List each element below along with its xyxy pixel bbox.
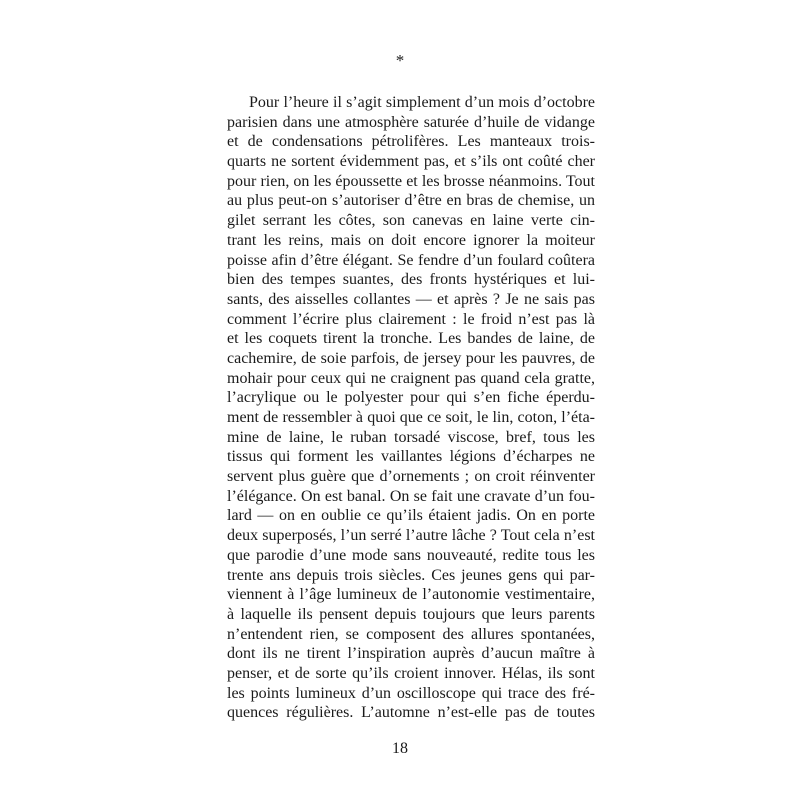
text-line: mohair pour ceux qui ne craignent pas quand cela gratte, — [227, 369, 595, 387]
text-line: comment l’écrire plus clairement : le froid n’est pas là — [227, 310, 595, 328]
body-paragraph — [227, 93, 595, 723]
text-line: sants, des aisselles collantes — et après ? Je ne sais pas — [227, 290, 595, 308]
text-line: trant les reins, mais on doit encore ignorer la moiteur — [227, 231, 595, 249]
text-line: parisien dans une atmosphère saturée d’huile de vidange — [227, 113, 595, 131]
text-line: pour rien, on les époussette et les brosse néanmoins. Tout — [227, 172, 595, 190]
text-line: penser, et de sorte qu’ils croient innover. Hélas, ils sont — [227, 664, 595, 682]
text-line: que parodie d’une mode sans nouveauté, redite tous les — [227, 546, 595, 564]
page-number: 18 — [392, 740, 408, 757]
text-line: quences régulières. L’automne n’est-elle pas de toutes — [227, 704, 595, 722]
text-line: lard — on en oublie ce qu’ils étaient jadis. On en porte — [227, 507, 595, 525]
text-line: à laquelle ils pensent depuis toujours que leurs parents — [227, 605, 595, 623]
text-line: servent plus guère que d’ornements ; on croit réinventer — [227, 468, 595, 486]
text-line: mine de laine, le ruban torsadé viscose, bref, tous les — [227, 428, 595, 446]
text-line: n’entendent rien, se composent des allures spontanées, — [227, 625, 595, 643]
section-break-asterisk: * — [395, 51, 405, 70]
text-line: les points lumineux d’un oscilloscope qui trace des fré- — [227, 684, 595, 702]
text-line: tissus qui forment les vaillantes légions d’écharpes ne — [227, 448, 595, 466]
text-line: dont ils ne tirent l’inspiration auprès d’aucun maître à — [227, 645, 595, 663]
text-line: Pour l’heure il s’agit simplement d’un mois d’octobre — [249, 94, 595, 111]
text-line: quarts ne sortent évidemment pas, et s’ils ont coûté cher — [227, 153, 595, 171]
text-line: cachemire, de soie parfois, de jersey pour les pauvres, de — [227, 349, 595, 367]
text-line: poisse afin d’être élégant. Se fendre d’un foulard coûtera — [227, 251, 595, 269]
text-line: deux superposés, l’un serré l’autre lâche ? Tout cela n’est — [227, 527, 595, 545]
text-line: au plus peut-on s’autoriser d’être en bras de chemise, un — [227, 192, 595, 210]
text-line: trente ans depuis trois siècles. Ces jeunes gens qui par- — [227, 566, 595, 584]
text-line: et de condensations pétrolifères. Les manteaux trois- — [227, 133, 595, 151]
text-line: l’acrylique ou le polyester pour qui s’en fiche éperdu- — [227, 389, 595, 407]
text-line: bien des tempes suantes, des fronts hystériques et lui- — [227, 271, 595, 289]
text-line: et les coquets tirent la tronche. Les bandes de laine, de — [227, 330, 595, 348]
text-line: viennent à l’âge lumineux de l’autonomie vestimentaire, — [227, 586, 595, 604]
text-line: ment de ressembler à quoi que ce soit, le lin, coton, l’éta- — [227, 409, 595, 426]
text-line: l’élégance. On est banal. On se fait une cravate d’un fou- — [227, 487, 595, 505]
text-line: gilet serrant les côtes, son canevas en laine verte cin- — [227, 212, 595, 230]
